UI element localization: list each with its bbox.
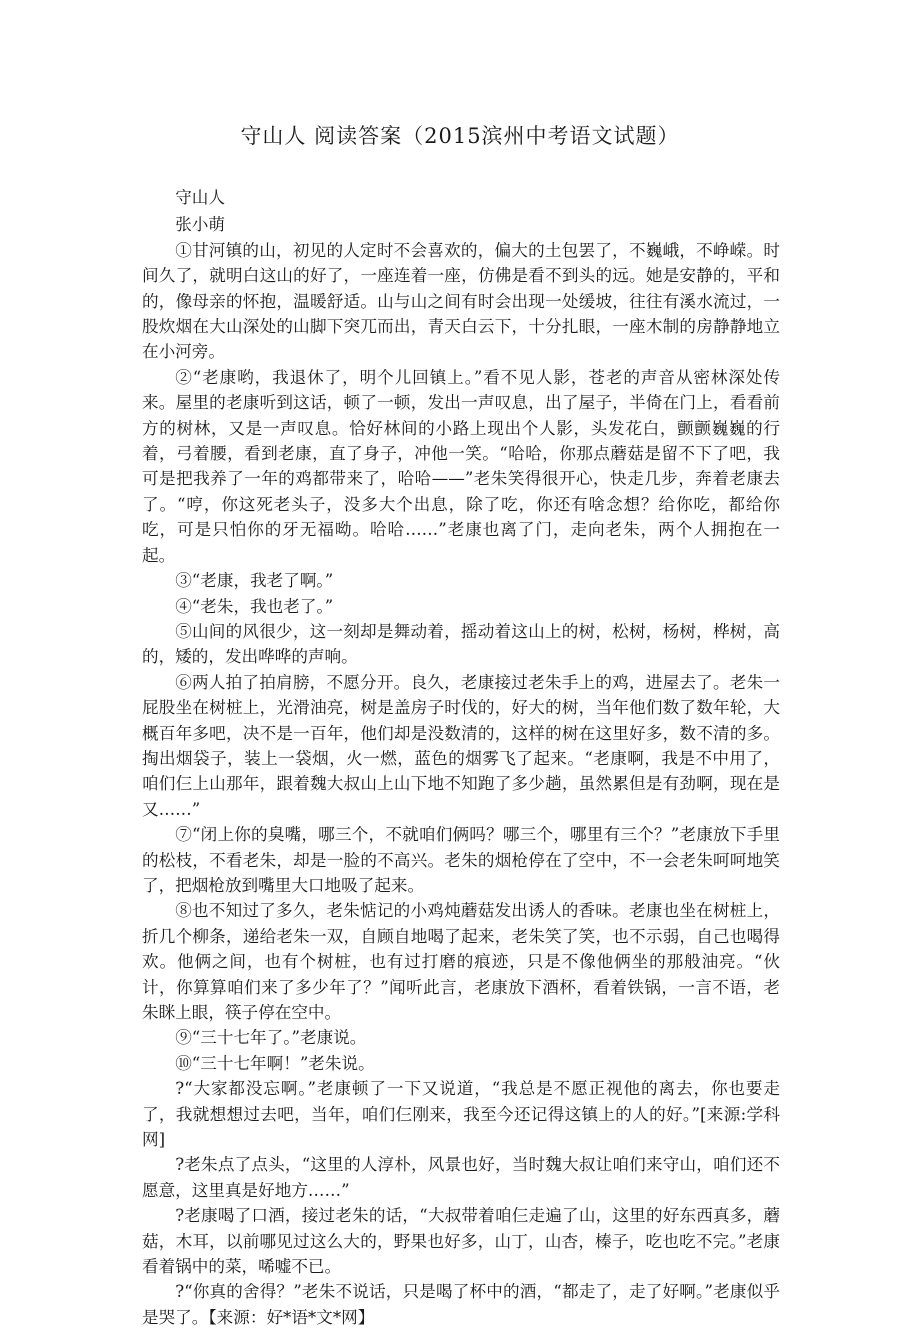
article-body xyxy=(142,185,780,1330)
paragraph: ⑧也不知过了多久，老朱惦记的小鸡炖蘑菇发出诱人的香味。老康也坐在树桩上，折几个柳条，递给老朱一双，自顾自地喝了起来，老朱笑了笑，也不示弱，自己也喝得欢。他俩之间，也有个树桩，也有过打磨的痕迹，只是不像他俩坐的那般油亮。“伙计，你算算咱们来了多少年了？”闻听此言，老康放下酒杯，看着铁锅，一言不语，老朱眯上眼，筷子停在空中。 xyxy=(142,901,780,1022)
paragraph: ③“老康，我老了啊。” xyxy=(175,571,334,591)
paragraph: ①甘河镇的山，初见的人定时不会喜欢的，偏大的土包罢了，不巍峨，不峥嵘。时间久了，就明白这山的好了，一座连着一座，仿佛是看不到头的远。她是安静的，平和的，像母亲的怀抱，温暖舒适。山与山之间有时会出现一处缓坡，往往有溪水流过，一股炊烟在大山深处的山脚下突兀而出，青天白云下，十分扎眼，一座木制的房静静地立在小河旁。 xyxy=(142,240,780,362)
paragraph: ?“大家都没忘啊。”老康顿了一下又说道，“我总是不愿正视他的离去，你也要走了，我就想想过去吧，当年，咱们仨刚来，我至今还记得这镇上的人的好。”[来源:学科网] xyxy=(142,1079,780,1150)
paragraph: ⑤山间的风很少，这一刻却是舞动着，摇动着这山上的树，松树，杨树，桦树，高的，矮的，发出哗哗的声响。 xyxy=(142,621,780,667)
page-title: 守山人 阅读答案（2015滨州中考语文试题） xyxy=(240,124,680,148)
paragraph: ?老朱点了点头，“这里的人淳朴，风景也好，当时魏大叔让咱们来守山，咱们还不愿意，这里真是好地方……” xyxy=(142,1155,780,1200)
paragraph: ⑥两人拍了拍肩膀，不愿分开。良久，老康接过老朱手上的鸡，进屋去了。老朱一屁股坐在树桩上，光滑油亮，树是盖房子时伐的，好大的树，当年他们数了数年轮，大概百年多吧，决不是一百年，他们却是没数清的，这样的树在这里好多，数不清的多。掏出烟袋子，装上一袋烟，火一燃，蓝色的烟雾飞了起来。“老康啊，我是不中用了，咱们仨上山那年，跟着魏大叔山上山下地不知跑了多少趟，虽然累但是有劲啊，现在是又……” xyxy=(142,672,780,819)
article-title: 守山人 xyxy=(175,188,225,207)
article-author: 张小萌 xyxy=(175,215,225,235)
paragraph: ⑦“闭上你的臭嘴，哪三个，不就咱们俩吗？哪三个，哪里有三个？”老康放下手里的松枝，不看老朱，却是一脸的不高兴。老朱的烟枪停在了空中，不一会老朱呵呵地笑了，把烟枪放到嘴里大口地吸了起来。 xyxy=(142,825,780,895)
paragraph: ?“你真的舍得？”老朱不说话，只是喝了杯中的酒，“都走了，走了好啊。”老康似乎是哭了。【来源：好*语*文*网】 xyxy=(142,1282,780,1327)
paragraph: ④“老朱，我也老了。” xyxy=(175,596,334,616)
paragraph: ?老康喝了口酒，接过老朱的话，“大叔带着咱仨走遍了山，这里的好东西真多，蘑菇，木耳，以前哪见过这么大的，野果也好多，山丁，山杏，榛子，吃也吃不完。”老康看着锅中的菜，唏嘘不已。 xyxy=(142,1206,780,1277)
paragraph: ⑩“三十七年啊！”老朱说。 xyxy=(175,1053,375,1073)
paragraph: ⑨“三十七年了。”老康说。 xyxy=(175,1028,367,1048)
paragraph: ②“老康哟，我退休了，明个儿回镇上。”看不见人影，苍老的声音从密林深处传来。屋里的老康听到这话，顿了一顿，发出一声叹息，出了屋子，半倚在门上，看看前方的树林，又是一声叹息。恰好林间的小路上现出个人影，头发花白，颤颤巍巍的行着，弓着腰，看到老康，直了身子，冲他一笑。“哈哈，你那点蘑菇是留不下了吧，我可是把我养了一年的鸡都带来了，哈哈——”老朱笑得很开心，快走几步，奔着老康去了。“哼，你这死老头子，没多大个出息，除了吃，你还有啥念想？给你吃，都给你吃，可是只怕你的牙无福呦。哈哈……”老康也离了门，走向老朱，两个人拥抱在一起。 xyxy=(142,367,780,565)
